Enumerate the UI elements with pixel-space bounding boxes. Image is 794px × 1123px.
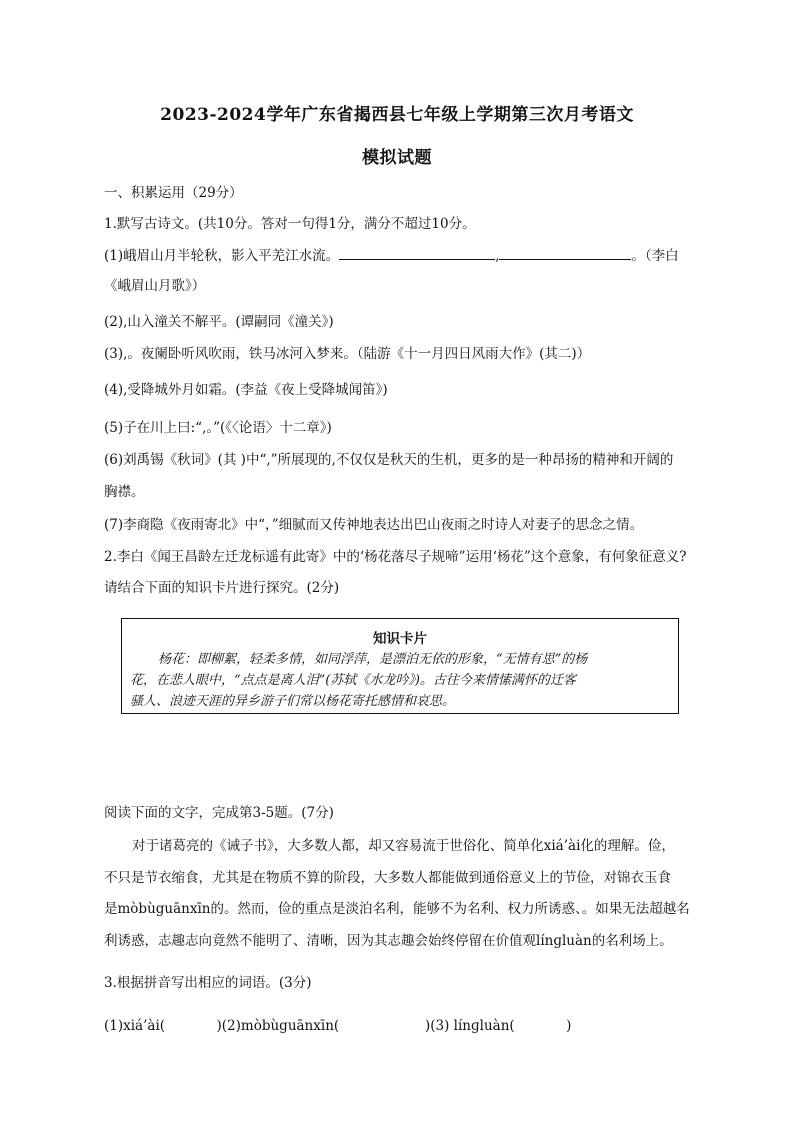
knowledge-card-body — [130, 649, 670, 712]
knowledge-card — [121, 618, 679, 714]
question-3-intro: 3.根据拼音写出相应的词语。(3分) — [104, 975, 312, 991]
question-1-item-4: (4),受降城外月如霜。(李益《夜上受降城闻笛》) — [104, 382, 388, 398]
section-heading: 一、积累运用（29分） — [104, 185, 243, 201]
question-1-item-3: (3),。夜阑卧听风吹雨，铁马冰河入梦来。（陆游《十一月四日风雨大作》(其二)） — [104, 346, 591, 362]
knowledge-card-title: 知识卡片 — [373, 631, 427, 647]
reading-paragraph-line: 利诱惑，志趣志向竟然不能明了、清晰，因为其志趣会始终停留在价值观línɡluàn的名利场上。 — [104, 933, 673, 949]
question-1-item-1 — [104, 245, 704, 266]
answer-blank[interactable] — [339, 245, 495, 260]
question-1-intro: 1.默写古诗文。(共10分。答对一句得1分，满分不超过10分。 — [104, 216, 476, 232]
knowledge-card-line: 骚人、浪迹天涯的异乡游子们常以杨花寄托感情和哀思。 — [130, 694, 456, 709]
item-1-text: (1)峨眉山月半轮秋，影入平羌江水流。 — [104, 248, 340, 264]
item-1-end: 。（李白 — [631, 248, 679, 264]
page-subtitle: 模拟试题 — [362, 148, 432, 168]
item-1-separator: , — [495, 248, 500, 264]
question-1-item-1-source: 《峨眉山月歌》） — [104, 278, 206, 294]
question-1-item-6-cont: 胸襟。 — [104, 484, 145, 500]
reading-intro: 阅读下面的文字，完成第3-5题。(7分) — [104, 805, 334, 821]
question-1-item-2: (2),山入潼关不解平。(谭嗣同《潼关》) — [104, 314, 334, 330]
knowledge-card-line: 杨花：即柳絮，轻柔多情，如同浮萍，是漂泊无依的形象，“无情有思”的杨 — [158, 652, 588, 667]
knowledge-card-line: 花，在悲人眼中，“点点是离人泪”(苏轼《水龙吟》)。古往今来情愫满怀的迁客 — [130, 673, 576, 688]
reading-paragraph-line: 对于诸葛亮的《诫子书》，大多数人都，却又容易流于世俗化、简单化xiá’ài化的理解。俭， — [132, 838, 675, 854]
question-2-line-2: 请结合下面的知识卡片进行探究。(2分) — [104, 580, 340, 596]
answer-blank[interactable] — [499, 245, 631, 260]
reading-paragraph-line: 是mòbùguānxīn的。然而，俭的重点是淡泊名利，能够不为名利、权力所诱惑、。如果无法超越名 — [104, 901, 690, 917]
page-title: 2023-2024学年广东省揭西县七年级上学期第三次月考语文 — [160, 105, 634, 125]
question-1-item-6: (6)刘禹锡《秋词》(其 )中“,”所展现的,不仅仅是秋天的生机，更多的是一种昂扬的精神和开阔的 — [104, 452, 674, 468]
reading-paragraph-line: 不只是节衣缩食，尤其是在物质不算的阶段，大多数人都能做到通俗意义上的节俭，对锦衣玉食 — [104, 870, 671, 886]
question-1-item-5: (5)子在川上曰:“,。”(《〈论语〉十二章》) — [104, 420, 332, 436]
question-2-line-1: 2.李白《闻王昌龄左迁龙标遥有此寄》中的‘杨花落尽子规啼”运用‘杨花”这个意象，有何象征意义? — [104, 549, 687, 565]
question-1-item-7: (7)李商隐《夜雨寄北》中“，”细腻而又传神地表达出巴山夜雨之时诗人对妻子的思念之情。 — [104, 517, 644, 533]
question-3-answer-line[interactable]: (1)xiá’ài( )(2)mòbùguānxīn( )(3) línɡluàn( ) — [104, 1018, 572, 1034]
